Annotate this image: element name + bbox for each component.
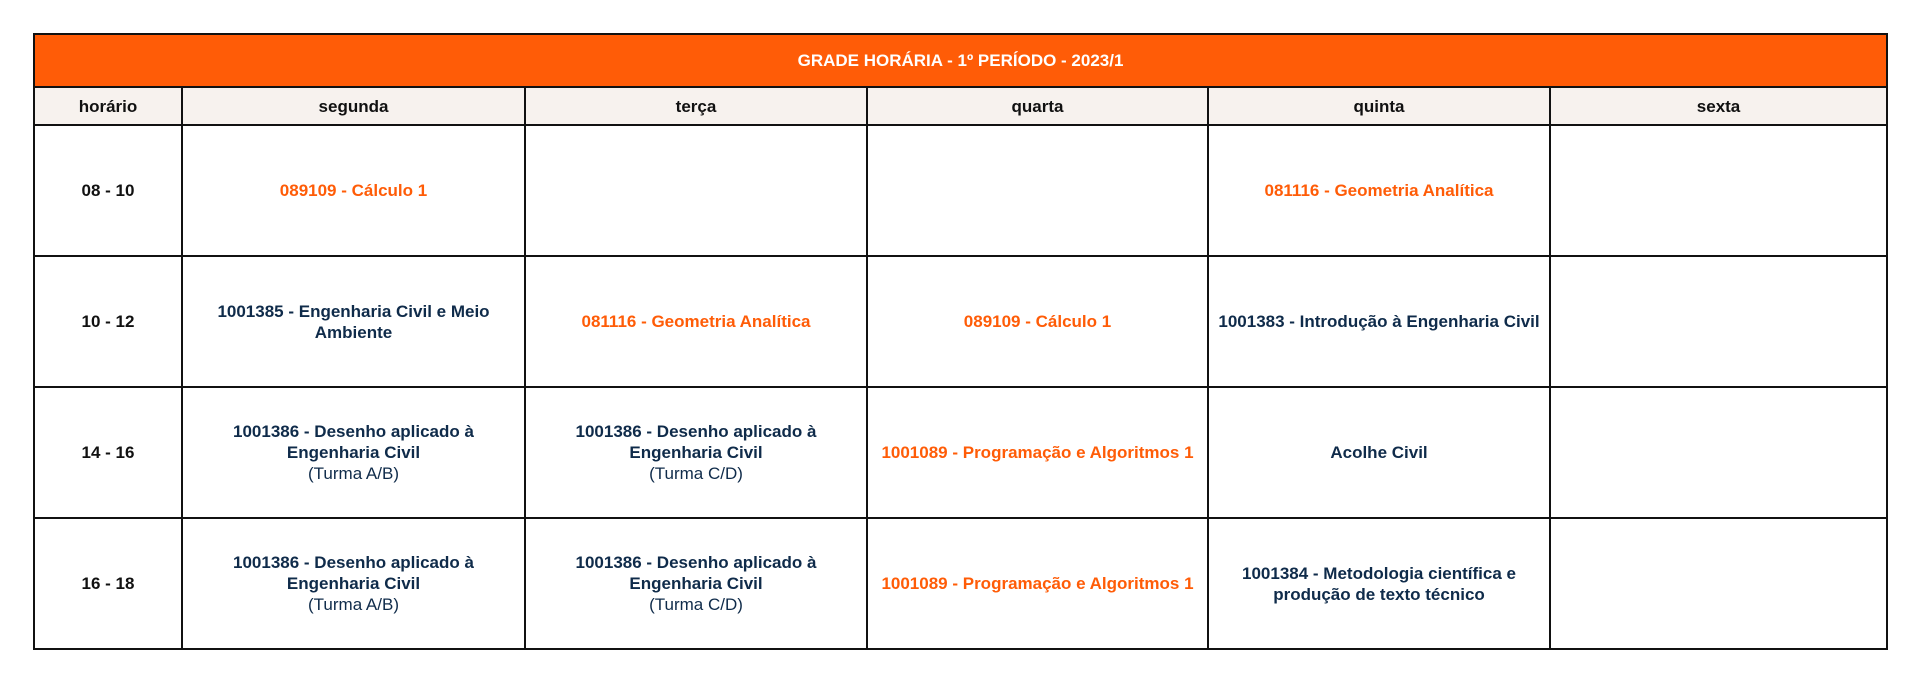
- schedule-cell: [1550, 256, 1887, 387]
- schedule-cell: [867, 256, 1208, 387]
- column-header-day: sexta: [1550, 87, 1887, 125]
- column-header-day: segunda: [182, 87, 525, 125]
- course-group: (Turma A/B): [308, 464, 399, 483]
- schedule-cell: [1208, 256, 1550, 387]
- time-slot: 08 - 10: [34, 125, 182, 256]
- course-name: 1001386 - Desenho aplicado à Engenharia Civil: [575, 553, 817, 593]
- table-row: [34, 387, 1887, 518]
- schedule-title: GRADE HORÁRIA - 1º PERÍODO - 2023/1: [34, 34, 1887, 87]
- schedule-cell: [525, 387, 867, 518]
- schedule-cell: [867, 518, 1208, 649]
- course-group: (Turma C/D): [649, 595, 743, 614]
- schedule-cell: [867, 387, 1208, 518]
- table-row: [34, 256, 1887, 387]
- schedule-cell: [1550, 387, 1887, 518]
- schedule-cell: [182, 256, 525, 387]
- table-row: [34, 125, 1887, 256]
- course-name: Acolhe Civil: [1330, 443, 1428, 462]
- course-name: 089109 - Cálculo 1: [279, 181, 428, 200]
- column-header-time: horário: [34, 87, 182, 125]
- course-name: 1001089 - Programação e Algoritmos 1: [881, 443, 1194, 462]
- course-name: 1001089 - Programação e Algoritmos 1: [881, 574, 1194, 593]
- course-name: 1001384 - Metodologia científica e produção de texto técnico: [1242, 563, 1516, 604]
- schedule-cell: [525, 125, 867, 256]
- schedule-cell: [867, 125, 1208, 256]
- schedule-cell: [1550, 125, 1887, 256]
- schedule-cell: [182, 387, 525, 518]
- course-group: (Turma C/D): [649, 464, 743, 483]
- schedule-cell: [182, 125, 525, 256]
- schedule-cell: [182, 518, 525, 649]
- course-name: 1001386 - Desenho aplicado à Engenharia Civil: [575, 422, 817, 462]
- course-name: 081116 - Geometria Analítica: [581, 312, 811, 331]
- course-name: 1001386 - Desenho aplicado à Engenharia Civil: [233, 553, 474, 593]
- course-name: 081116 - Geometria Analítica: [1264, 181, 1494, 200]
- course-group: (Turma A/B): [308, 595, 399, 614]
- schedule-cell: [1550, 518, 1887, 649]
- time-slot: 10 - 12: [34, 256, 182, 387]
- schedule-cell: [1208, 518, 1550, 649]
- course-name: 1001385 - Engenharia Civil e Meio Ambiente: [217, 301, 490, 342]
- schedule-cell: [1208, 125, 1550, 256]
- course-name: 1001386 - Desenho aplicado à Engenharia Civil: [233, 422, 474, 462]
- course-name: 089109 - Cálculo 1: [963, 312, 1112, 331]
- time-slot: 16 - 18: [34, 518, 182, 649]
- table-row: [34, 518, 1887, 649]
- column-header-day: quinta: [1208, 87, 1550, 125]
- schedule-table: [33, 33, 1888, 650]
- column-header-day: quarta: [867, 87, 1208, 125]
- schedule-cell: [525, 518, 867, 649]
- time-slot: 14 - 16: [34, 387, 182, 518]
- schedule-cell: [1208, 387, 1550, 518]
- schedule-cell: [525, 256, 867, 387]
- column-header-day: terça: [525, 87, 867, 125]
- course-name: 1001383 - Introdução à Engenharia Civil: [1218, 312, 1540, 331]
